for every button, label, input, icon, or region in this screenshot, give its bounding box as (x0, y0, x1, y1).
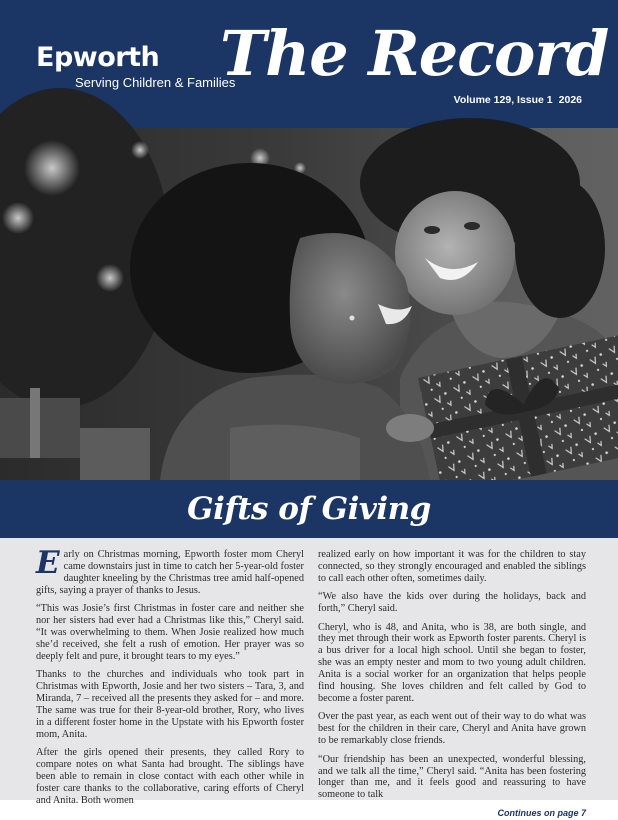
continues-link[interactable]: Continues on page 7 (497, 807, 586, 818)
cover-photo (0, 128, 618, 480)
issue-volume: Volume 129, Issue 1 (453, 94, 553, 106)
paragraph: Thanks to the churches and individuals who took part in Christmas with Epworth, Josie and her two sisters – Tara, 3, and Miranda, 7 – received all the presents they asked for – and more. The same was true for their 8-year-old brother, Rory, who lives in a different foster home in the Upstate with his Epworth foster mom, Anita. (36, 669, 304, 740)
article-headline: Gifts of Giving (187, 491, 431, 527)
paragraph: After the girls opened their presents, they called Rory to compare notes on what Santa had brought. The siblings have been able to remain in close contact with each other while in foster care thanks to the collaborative, caring efforts of Cheryl and Anita. Both women (36, 747, 304, 806)
mother-daughter-photo (0, 128, 618, 480)
paragraph: “Our friendship has been an unexpected, wonderful blessing, and we talk all the time,” Cheryl said. “Anita has been fostering longer than me, and it feels good and reassuring to have someone to talk (318, 753, 586, 801)
paragraph: Cheryl, who is 48, and Anita, who is 38, are both single, and they met through their work as Epworth foster parents. Cheryl is a bus driver for a local high school. Until she began to foster, she was an empty nester and mom to two young adult children. Anita is a social worker for an organization that helps people find housing. She loves children and felt called by God to become a foster parent. (318, 621, 586, 704)
issue-line (454, 94, 582, 106)
paragraph: realized early on how important it was for the children to stay connected, so they strongly encouraged and enabled the siblings to call each other often, sometimes daily. (318, 549, 586, 584)
issue-year: 2026 (558, 94, 582, 106)
epworth-logo (36, 42, 236, 90)
paragraph: “This was Josie’s first Christmas in foster care and neither she nor her sisters had ever had a Christmas like this,” Cheryl said. “It was overwhelming to them. When Josie realized how much she’d received, she felt a rush of emotion. Her prayer was so deeply felt and pure, it brought tears to my eyes.” (36, 603, 304, 662)
article-body (36, 545, 586, 818)
paragraph (36, 545, 304, 597)
column-left (36, 545, 304, 806)
brand-tagline: Serving Children & Families (75, 75, 236, 90)
newsletter-title: The Record (220, 17, 609, 90)
paragraph: “We also have the kids over during the holidays, back and forth,” Cheryl said. (318, 591, 586, 615)
headline-band (0, 480, 618, 538)
paragraph: Over the past year, as each went out of their way to do what was best for the children in their care, Cheryl and Anita have grown to be remarkably close friends. (318, 711, 586, 747)
paragraph-text: arly on Christmas morning, Epworth foster mom Cheryl came downstairs just in time to catch her 5-year-old foster daughter kneeling by the Christmas tree amid half-opened gifts, saying a prayer of thanks to Jesus. (36, 549, 304, 596)
brand-name: Epworth (36, 42, 160, 73)
column-right (318, 549, 586, 818)
dropcap: E (36, 545, 60, 581)
